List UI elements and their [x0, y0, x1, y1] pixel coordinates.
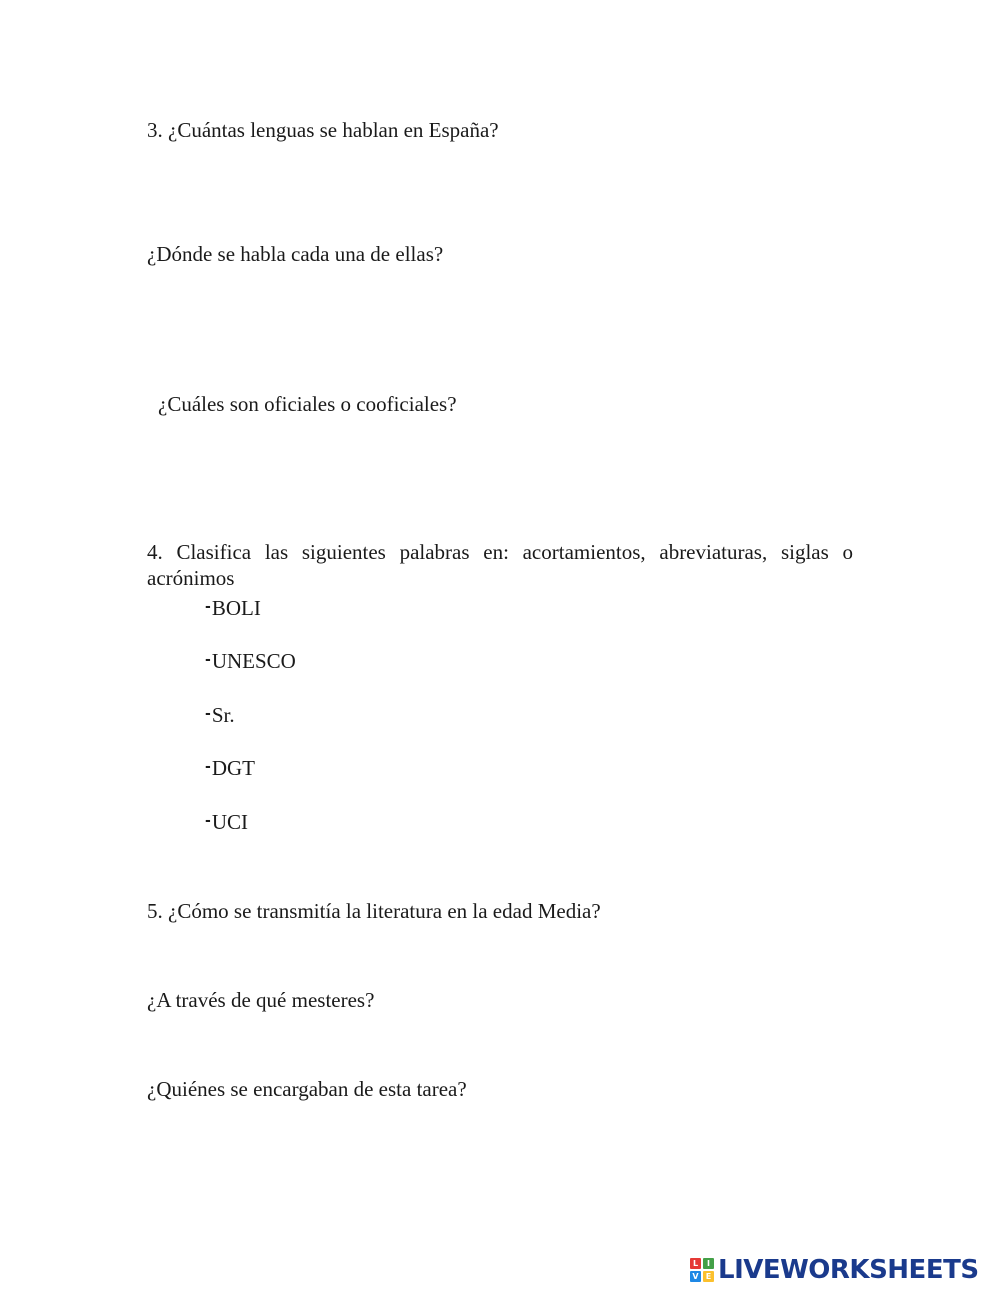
- dash-bullet-icon: -: [205, 813, 211, 829]
- liveworksheets-logo: [690, 1254, 979, 1286]
- question-3-official: ¿Cuáles son oficiales o cooficiales?: [158, 392, 457, 416]
- question-3: 3. ¿Cuántas lenguas se hablan en España?: [147, 118, 499, 142]
- logo-mark-icon: L I V E: [690, 1258, 714, 1282]
- list-item-label: DGT: [211, 756, 255, 780]
- list-item-label: UCI: [211, 810, 248, 834]
- question-3-where: ¿Dónde se habla cada una de ellas?: [147, 242, 444, 266]
- dash-bullet-icon: -: [205, 599, 211, 615]
- list-item: [205, 808, 248, 835]
- question-4-line-2: acrónimos: [147, 566, 235, 590]
- list-item-label: UNESCO: [211, 649, 296, 673]
- question-4: [147, 539, 853, 591]
- dash-bullet-icon: -: [205, 759, 211, 775]
- question-5-mesteres: ¿A través de qué mesteres?: [147, 988, 375, 1012]
- question-5: 5. ¿Cómo se transmitía la literatura en la edad Media?: [147, 899, 601, 923]
- list-item: [205, 754, 255, 781]
- list-item: [205, 594, 261, 621]
- question-5-who: ¿Quiénes se encargaban de esta tarea?: [147, 1077, 467, 1101]
- question-4-line-1: 4. Clasifica las siguientes palabras en: acortamientos, abreviaturas, siglas o: [147, 540, 853, 564]
- list-item-label: Sr.: [211, 703, 235, 727]
- logo-text: LIVEWORKSHEETS: [718, 1255, 979, 1285]
- dash-bullet-icon: -: [205, 706, 211, 722]
- dash-bullet-icon: -: [205, 652, 211, 668]
- list-item: [205, 701, 235, 728]
- list-item-label: BOLI: [211, 596, 261, 620]
- list-item: [205, 647, 296, 674]
